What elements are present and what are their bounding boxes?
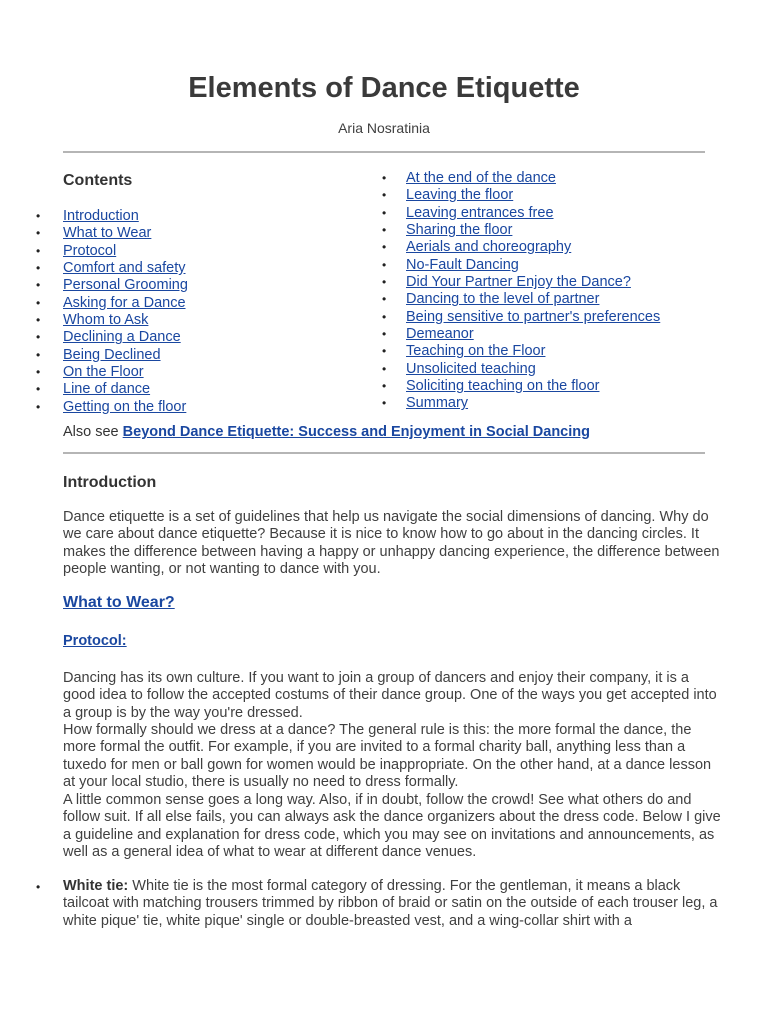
contents-item bbox=[406, 395, 660, 412]
contents-link-getting-on-the-floor[interactable]: Getting on the floor bbox=[63, 398, 187, 415]
contents-link-introduction[interactable]: Introduction bbox=[63, 208, 139, 224]
contents-item bbox=[406, 239, 660, 256]
contents-item bbox=[63, 312, 188, 329]
contents-item bbox=[406, 343, 660, 360]
contents-link-teaching-on-the-floor[interactable]: Teaching on the Floor bbox=[406, 343, 546, 360]
author-name: Aria Nosratinia bbox=[338, 120, 430, 136]
also-see-line bbox=[63, 424, 590, 440]
protocol-heading-link[interactable]: Protocol: bbox=[63, 633, 127, 649]
contents-item bbox=[406, 187, 660, 204]
contents-link-dancing-to-the-level-of-partner[interactable]: Dancing to the level of partner bbox=[406, 291, 600, 308]
contents-item bbox=[406, 222, 660, 239]
contents-item bbox=[63, 364, 188, 381]
contents-link-unsolicited-teaching[interactable]: Unsolicited teaching bbox=[406, 360, 536, 377]
white-tie-text: White tie is the most formal category of dressing. For the gentleman, it means a black tailcoat with matching trousers trimmed by ribbon of braid or satin on the outside of each trouser leg, a white pique' tie, white pique' single or double-breasted vest, and a wing-collar shirt with a bbox=[63, 878, 718, 929]
contents-link-on-the-floor[interactable]: On the Floor bbox=[63, 364, 144, 381]
contents-item bbox=[406, 205, 660, 222]
contents-item bbox=[63, 381, 188, 398]
contents-link-leaving-the-floor[interactable]: Leaving the floor bbox=[406, 187, 514, 204]
contents-link-what-to-wear[interactable]: What to Wear bbox=[63, 225, 152, 242]
contents-item bbox=[406, 291, 660, 308]
contents-item bbox=[63, 208, 188, 225]
introduction-heading: Introduction bbox=[63, 474, 157, 491]
contents-heading: Contents bbox=[63, 172, 133, 189]
white-tie-bullet: • bbox=[36, 880, 41, 894]
contents-item bbox=[63, 260, 188, 277]
contents-link-protocol[interactable]: Protocol bbox=[63, 242, 117, 259]
also-see-prefix: Also see bbox=[63, 424, 123, 440]
contents-item bbox=[63, 399, 188, 416]
contents-item bbox=[63, 277, 188, 294]
white-tie-item bbox=[63, 878, 723, 930]
protocol-paragraph-1: Dancing has its own culture. If you want to join a group of dancers and enjoy their company, it is a good idea to follow the accepted costums of their dance group. One of the ways you get accepted into a group is by the way you're dressed. bbox=[63, 670, 717, 721]
contents-list-right bbox=[406, 170, 660, 413]
contents-item bbox=[63, 225, 188, 242]
document-title: Elements of Dance Etiquette bbox=[188, 72, 580, 104]
contents-item bbox=[63, 347, 188, 364]
contents-item bbox=[406, 361, 660, 378]
contents-link-asking-for-a-dance[interactable]: Asking for a Dance bbox=[63, 294, 186, 311]
also-see-link[interactable]: Beyond Dance Etiquette: Success and Enjoyment in Social Dancing bbox=[122, 424, 590, 440]
contents-link-at-the-end-of-the-dance[interactable]: At the end of the dance bbox=[406, 170, 556, 186]
contents-link-line-of-dance[interactable]: Line of dance bbox=[63, 381, 151, 398]
contents-link-leaving-entrances-free[interactable]: Leaving entrances free bbox=[406, 204, 554, 221]
divider-bottom bbox=[63, 452, 705, 454]
contents-item bbox=[406, 170, 660, 187]
contents-link-soliciting-teaching-on-the-floor[interactable]: Soliciting teaching on the floor bbox=[406, 378, 600, 395]
white-tie-label: White tie: bbox=[63, 878, 129, 894]
divider-top bbox=[63, 151, 705, 153]
contents-item bbox=[406, 309, 660, 326]
contents-link-did-your-partner-enjoy-the-dance[interactable]: Did Your Partner Enjoy the Dance? bbox=[406, 274, 631, 291]
contents-link-demeanor[interactable]: Demeanor bbox=[406, 326, 474, 343]
contents-item bbox=[406, 326, 660, 343]
contents-link-comfort-and-safety[interactable]: Comfort and safety bbox=[63, 260, 186, 277]
introduction-text: Dance etiquette is a set of guidelines that help us navigate the social dimensions of dancing. Why do we care about dance etiquette? Because it is nice to know how to go about in the dancing circles. It makes the difference between having a happy or unhappy dancing experience, the difference between people wanting, or not wanting to dance with you. bbox=[63, 509, 720, 578]
contents-item bbox=[406, 378, 660, 395]
contents-link-sharing-the-floor[interactable]: Sharing the floor bbox=[406, 222, 513, 239]
contents-link-whom-to-ask[interactable]: Whom to Ask bbox=[63, 312, 149, 329]
contents-link-aerials-and-choreography[interactable]: Aerials and choreography bbox=[406, 239, 572, 256]
contents-item bbox=[406, 274, 660, 291]
contents-link-personal-grooming[interactable]: Personal Grooming bbox=[63, 277, 188, 294]
contents-item bbox=[406, 257, 660, 274]
contents-link-no-fault-dancing[interactable]: No-Fault Dancing bbox=[406, 256, 519, 273]
protocol-paragraph-2: How formally should we dress at a dance? The general rule is this: the more formal the dance, the more formal the outfit. For example, if you are invited to a formal charity ball, anything less than a tuxedo for men or ball gown for women would be inappropriate. On the other hand, at a dance lesson at your local studio, there is usually no need to dress formally. bbox=[63, 722, 712, 791]
contents-link-declining-a-dance[interactable]: Declining a Dance bbox=[63, 329, 181, 346]
contents-link-being-declined[interactable]: Being Declined bbox=[63, 346, 161, 363]
contents-link-being-sensitive-to-partner-s-preferences[interactable]: Being sensitive to partner's preferences bbox=[406, 308, 661, 325]
contents-item bbox=[63, 243, 188, 260]
contents-list-left bbox=[63, 208, 188, 416]
contents-item bbox=[63, 329, 188, 346]
contents-item bbox=[63, 295, 188, 312]
contents-link-summary[interactable]: Summary bbox=[406, 395, 469, 412]
what-to-wear-heading-link[interactable]: What to Wear? bbox=[63, 594, 175, 611]
protocol-paragraph-3: A little common sense goes a long way. Also, if in doubt, follow the crowd! See what others do and follow suit. If all else fails, you can always ask the dance organizers about the dress code. Below I give a guideline and explanation for dress code, which you may see on invitations and announcements, as well as a general idea of what to wear at different dance venues. bbox=[63, 792, 721, 861]
